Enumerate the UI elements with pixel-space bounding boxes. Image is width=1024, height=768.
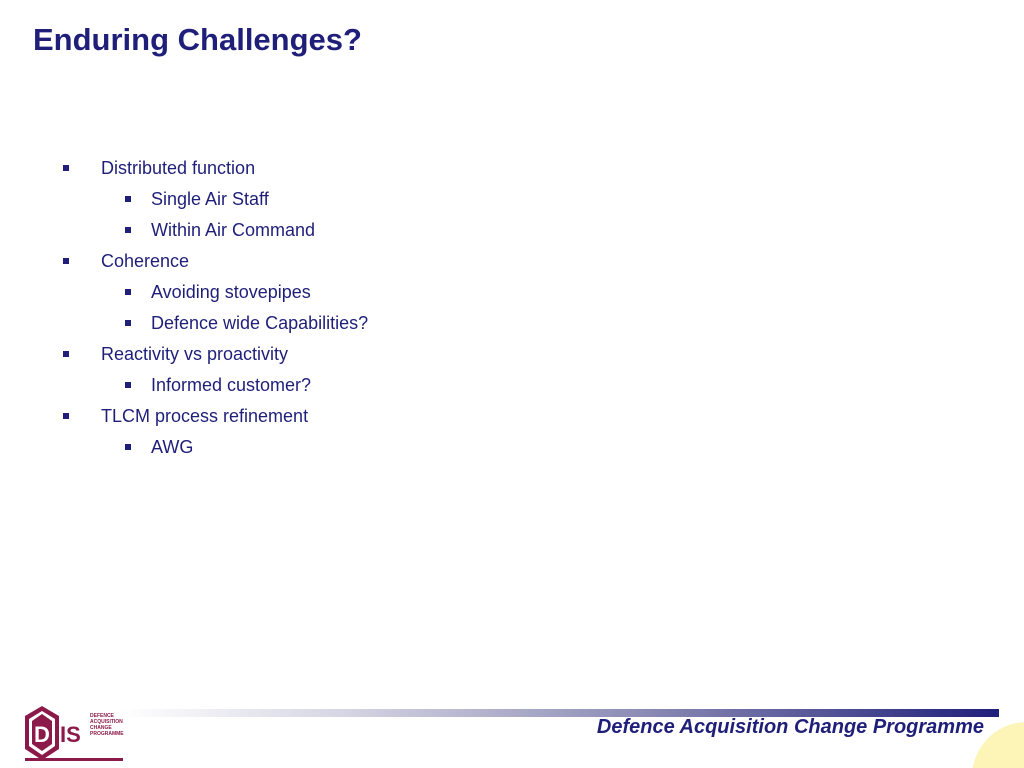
bullet-square-icon: [125, 320, 131, 326]
bullet-square-icon: [125, 382, 131, 388]
bullet-square-icon: [63, 165, 69, 171]
bullet-item: [0, 339, 600, 370]
sub-bullet-item: [0, 370, 600, 401]
slide-title: Enduring Challenges?: [33, 22, 362, 57]
sub-bullet-item: [0, 308, 600, 339]
bullet-square-icon: [125, 196, 131, 202]
bullet-square-icon: [63, 351, 69, 357]
sub-bullet-item: [0, 277, 600, 308]
bullet-square-icon: [125, 227, 131, 233]
bullet-text: Within Air Command: [151, 220, 316, 240]
logo-subtitle: DEFENCE ACQUISITION CHANGE PROGRAMME: [90, 713, 124, 737]
logo-letter: D: [34, 722, 50, 747]
bullet-item: [0, 401, 600, 432]
sub-bullet-item: [0, 215, 600, 246]
footer-programme-name: Defence Acquisition Change Programme: [596, 716, 984, 738]
bullet-text: Coherence: [101, 251, 190, 271]
bullet-text: AWG: [151, 437, 194, 457]
bullet-text: TLCM process refinement: [101, 406, 309, 426]
bullet-text: Distributed function: [101, 158, 256, 178]
sub-bullet-item: [0, 184, 600, 215]
bullet-list: [0, 153, 600, 463]
bullet-square-icon: [63, 258, 69, 264]
bullet-item: [0, 246, 600, 277]
bullet-square-icon: [125, 289, 131, 295]
bullet-text: Single Air Staff: [151, 189, 269, 209]
bullet-text: Informed customer?: [151, 375, 312, 395]
bullet-text: Avoiding stovepipes: [151, 282, 311, 302]
bullet-square-icon: [125, 444, 131, 450]
sub-bullet-item: [0, 432, 600, 463]
bullet-text: Defence wide Capabilities?: [151, 313, 369, 333]
bullet-square-icon: [63, 413, 69, 419]
bullet-text: Reactivity vs proactivity: [101, 344, 289, 364]
logo-letters: IS: [60, 722, 81, 747]
bullet-item: [0, 153, 600, 184]
